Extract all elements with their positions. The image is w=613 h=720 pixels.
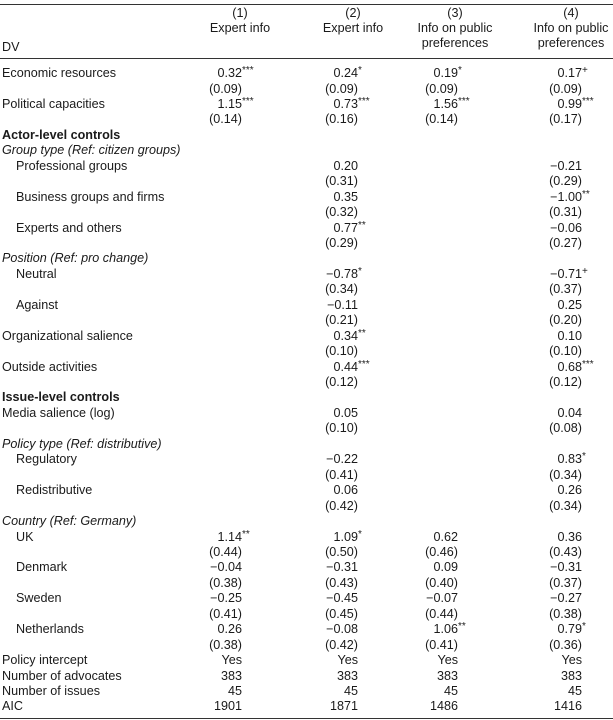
cell-value: 0.05 [333, 405, 358, 420]
cell-value: (0.43) [325, 575, 358, 590]
cell-value: 1901 [213, 699, 242, 714]
cell-value: 0.79 [557, 622, 582, 637]
row-label: Netherlands [16, 622, 84, 637]
cell-value: (0.45) [325, 606, 358, 621]
cell-value: (0.37) [549, 575, 582, 590]
cell-value: (0.38) [549, 606, 582, 621]
significance-stars: *** [582, 95, 594, 107]
column-title: preferences [421, 36, 489, 50]
cell-value: (0.34) [549, 467, 582, 482]
row-label: Country (Ref: Germany) [2, 514, 137, 528]
cell-value: −0.11 [327, 297, 358, 312]
significance-stars: ** [242, 528, 250, 540]
cell-value: (0.44) [425, 606, 458, 621]
cell-value: 0.73 [333, 96, 358, 111]
cell-value: 0.26 [217, 622, 242, 637]
cell-value: (0.14) [425, 112, 458, 127]
significance-stars: *** [582, 358, 594, 370]
cell-value: (0.08) [549, 421, 582, 436]
cell-value: Yes [437, 653, 458, 668]
table-row-se [0, 607, 613, 622]
cell-value: 0.68 [557, 359, 582, 374]
cell-value: (0.42) [325, 637, 358, 652]
table-row-se [0, 205, 613, 220]
significance-stars: ** [358, 327, 366, 339]
cell-value: (0.50) [325, 545, 358, 559]
cell-value: (0.37) [549, 282, 582, 297]
significance-stars: ** [358, 219, 366, 231]
cell-value: 45 [443, 684, 458, 698]
cell-value: (0.41) [425, 637, 458, 652]
significance-stars: *** [242, 95, 254, 107]
table-row [0, 560, 613, 575]
column-number: (1) [232, 6, 248, 20]
significance-stars: + [582, 65, 588, 76]
dv-label: DV [2, 40, 20, 54]
row-label: Number of issues [2, 684, 100, 698]
cell-value: 45 [343, 684, 358, 698]
table-row [0, 221, 613, 236]
column-title: Info on public [533, 21, 609, 35]
table-row-se [0, 282, 613, 297]
cell-value: 383 [436, 668, 458, 683]
table-row [0, 699, 613, 714]
table-row [0, 159, 613, 174]
cell-value: (0.46) [425, 545, 458, 559]
cell-value: (0.31) [549, 205, 582, 219]
cell-value: Yes [561, 653, 582, 668]
table-row [0, 622, 613, 637]
row-label: Outside activities [2, 359, 98, 374]
table-row [0, 97, 613, 112]
row-label: Number of advocates [2, 668, 122, 683]
cell-value: 0.32 [217, 66, 242, 80]
significance-stars: * [358, 528, 362, 540]
cell-value: 0.09 [433, 560, 458, 575]
cell-value: (0.43) [549, 545, 582, 559]
row-label: Policy intercept [2, 653, 88, 668]
table-row-se [0, 313, 613, 328]
cell-value: 45 [227, 684, 242, 698]
cell-value: 1.06 [433, 622, 458, 637]
table-row-se [0, 545, 613, 560]
cell-value: (0.21) [325, 313, 358, 328]
cell-value: 0.36 [557, 529, 582, 544]
cell-value: (0.20) [549, 313, 582, 328]
row-label: UK [16, 529, 34, 544]
row-label: AIC [2, 699, 23, 714]
cell-value: −0.07 [426, 591, 458, 606]
cell-value: 0.24 [333, 66, 358, 80]
column-header-2 [318, 6, 388, 58]
cell-value: (0.32) [325, 205, 358, 219]
significance-stars: * [582, 451, 586, 463]
cell-value: 0.19 [433, 66, 458, 80]
cell-value: Yes [337, 653, 358, 668]
cell-value: (0.34) [325, 282, 358, 297]
row-label: Experts and others [16, 220, 122, 235]
row-label: Business groups and firms [16, 189, 165, 204]
cell-value: 0.25 [557, 297, 582, 312]
cell-value: 1.09 [333, 529, 358, 544]
table-row [0, 437, 613, 452]
table-row [0, 452, 613, 467]
cell-value: −0.21 [550, 158, 582, 173]
bottom-rule [0, 718, 613, 719]
table-row [0, 251, 613, 266]
cell-value: (0.36) [549, 637, 582, 652]
column-number: (3) [447, 6, 463, 20]
table-row [0, 329, 613, 344]
row-label: Neutral [16, 266, 57, 281]
significance-stars: + [582, 265, 588, 277]
table-row-se [0, 112, 613, 127]
cell-value: 0.20 [333, 158, 358, 173]
row-label: Actor-level controls [2, 127, 121, 142]
table-row-se [0, 499, 613, 514]
cell-value: (0.41) [325, 467, 358, 482]
cell-value: (0.10) [325, 421, 358, 436]
table-row [0, 128, 613, 143]
significance-stars: ** [458, 621, 466, 633]
column-title: Expert info [322, 21, 384, 35]
significance-stars: *** [358, 95, 370, 107]
table-row [0, 591, 613, 606]
cell-value: 0.62 [433, 529, 458, 544]
column-number: (4) [563, 6, 579, 20]
cell-value: 383 [560, 668, 582, 683]
significance-stars: ** [582, 188, 590, 200]
cell-value: 0.17 [557, 66, 582, 80]
cell-value: (0.27) [549, 235, 582, 250]
cell-value: −0.25 [210, 591, 242, 606]
table-row [0, 390, 613, 405]
cell-value: 0.83 [557, 452, 582, 467]
cell-value: 1871 [329, 699, 358, 714]
cell-value: 0.26 [557, 483, 582, 498]
cell-value: −1.00 [550, 189, 582, 204]
row-label: Group type (Ref: citizen groups) [2, 143, 181, 158]
row-label: Organizational salience [2, 328, 133, 343]
cell-value: −0.78 [326, 266, 358, 281]
cell-value: 0.44 [333, 359, 358, 374]
cell-value: 1.15 [217, 96, 242, 111]
cell-value: 0.10 [557, 328, 582, 343]
cell-value: (0.42) [325, 498, 358, 513]
cell-value: 383 [220, 668, 242, 683]
cell-value: 1486 [429, 699, 458, 714]
row-label: Professional groups [16, 158, 128, 173]
table-row [0, 483, 613, 498]
table-row [0, 653, 613, 668]
cell-value: 0.04 [557, 405, 582, 420]
row-label: Policy type (Ref: distributive) [2, 436, 162, 451]
cell-value: (0.29) [549, 174, 582, 189]
cell-value: 0.77 [333, 220, 358, 235]
cell-value: −0.31 [550, 560, 582, 575]
significance-stars: *** [358, 358, 370, 370]
row-label: Media salience (log) [2, 405, 115, 420]
column-title: preferences [537, 36, 605, 50]
cell-value: (0.29) [325, 235, 358, 250]
cell-value: (0.31) [325, 174, 358, 189]
table-row [0, 514, 613, 529]
cell-value: (0.09) [549, 81, 582, 96]
cell-value: (0.12) [549, 375, 582, 389]
top-rule [0, 4, 613, 5]
cell-value: (0.41) [209, 606, 242, 621]
cell-value: 0.06 [333, 483, 358, 498]
cell-value: −0.45 [326, 591, 358, 606]
cell-value: −0.22 [326, 452, 358, 467]
row-label: Redistributive [16, 483, 93, 498]
cell-value: Yes [221, 653, 242, 668]
significance-stars: *** [458, 95, 470, 107]
cell-value: (0.34) [549, 498, 582, 513]
column-title: Info on public [417, 21, 493, 35]
table-row [0, 267, 613, 282]
cell-value: −0.06 [550, 220, 582, 235]
cell-value: (0.10) [325, 344, 358, 359]
cell-value: (0.12) [325, 375, 358, 389]
cell-value: 1.56 [433, 96, 458, 111]
cell-value: (0.38) [209, 637, 242, 652]
table-row-se [0, 421, 613, 436]
significance-stars: * [582, 621, 586, 633]
cell-value: (0.14) [209, 112, 242, 127]
cell-value: −0.71 [550, 266, 582, 281]
row-label: Economic resources [2, 66, 117, 80]
cell-value: (0.09) [325, 81, 358, 96]
significance-stars: * [358, 65, 362, 76]
cell-value: 1.14 [217, 529, 242, 544]
table-row [0, 530, 613, 545]
cell-value: (0.40) [425, 575, 458, 590]
table-row-se [0, 375, 613, 390]
significance-stars: * [358, 265, 362, 277]
table-row-se [0, 468, 613, 483]
cell-value: 0.34 [333, 328, 358, 343]
column-title: Expert info [209, 21, 271, 35]
table-row [0, 684, 613, 699]
row-label: Sweden [16, 591, 62, 606]
cell-value: 383 [336, 668, 358, 683]
table-row-se [0, 638, 613, 653]
cell-value: (0.16) [325, 112, 358, 127]
column-header-3 [405, 6, 505, 58]
table-row-se [0, 236, 613, 251]
table-row [0, 143, 613, 158]
table-row-se [0, 576, 613, 591]
table-row [0, 66, 613, 81]
significance-stars: * [458, 65, 462, 76]
row-label: Position (Ref: pro change) [2, 251, 149, 266]
significance-stars: *** [242, 65, 254, 76]
table-row [0, 360, 613, 375]
table-row [0, 669, 613, 684]
cell-value: (0.10) [549, 344, 582, 359]
table-row [0, 190, 613, 205]
table-row [0, 298, 613, 313]
row-label: Political capacities [2, 96, 105, 111]
table-row-se [0, 174, 613, 189]
column-number: (2) [345, 6, 361, 20]
cell-value: 45 [567, 684, 582, 698]
table-row-se [0, 344, 613, 359]
row-label: Denmark [16, 560, 68, 575]
header-rule [0, 58, 613, 59]
column-header-1 [205, 6, 275, 58]
cell-value: −0.08 [326, 622, 358, 637]
column-header-4 [521, 6, 613, 58]
cell-value: 0.35 [333, 189, 358, 204]
table-row [0, 406, 613, 421]
cell-value: 0.99 [557, 96, 582, 111]
row-label: Issue-level controls [2, 390, 120, 405]
row-label: Regulatory [16, 452, 77, 467]
cell-value: (0.17) [549, 112, 582, 127]
cell-value: −0.31 [326, 560, 358, 575]
cell-value: −0.04 [210, 560, 242, 575]
cell-value: −0.27 [550, 591, 582, 606]
cell-value: (0.38) [209, 575, 242, 590]
row-label: Against [16, 297, 59, 312]
cell-value: (0.09) [425, 81, 458, 96]
cell-value: (0.44) [209, 545, 242, 559]
cell-value: 1416 [553, 699, 582, 714]
table-row-se [0, 82, 613, 97]
cell-value: (0.09) [209, 81, 242, 96]
